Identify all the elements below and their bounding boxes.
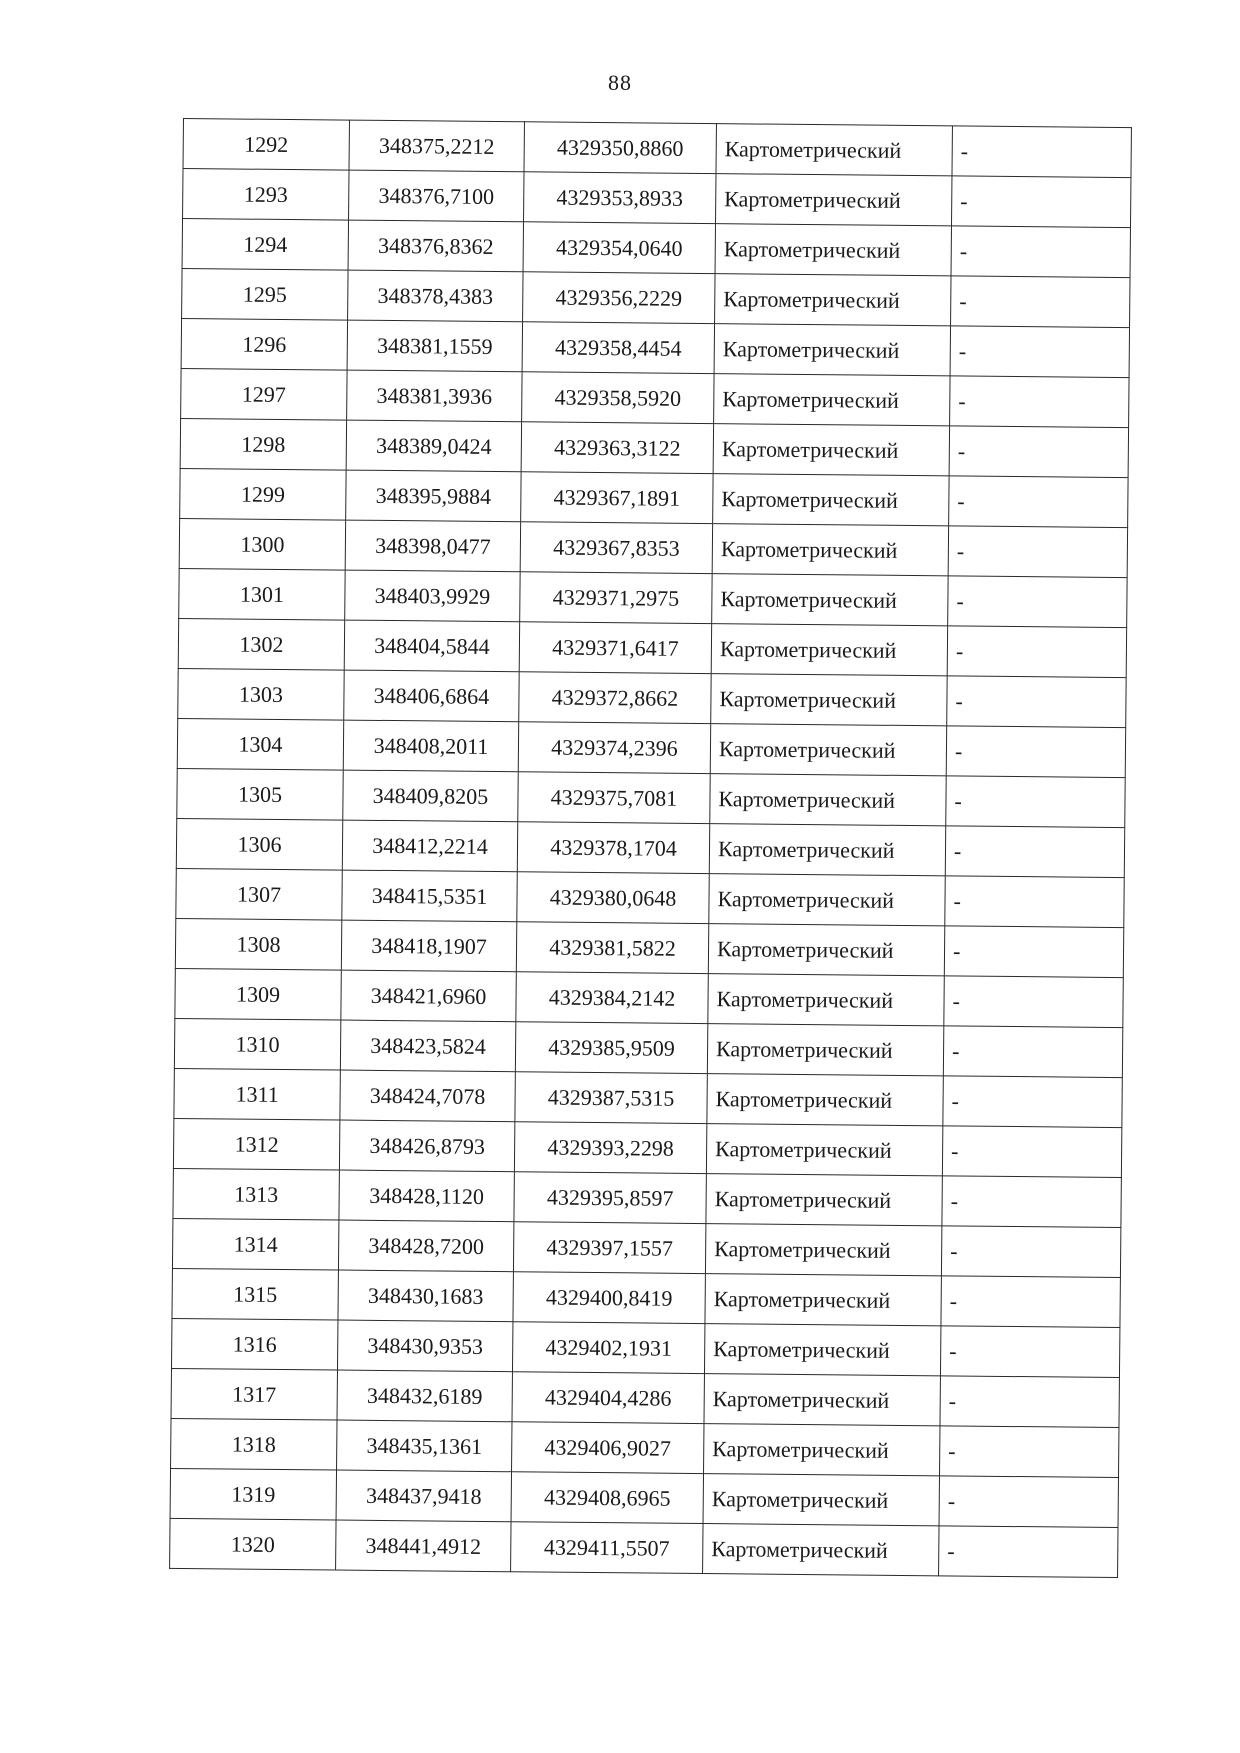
method-cell: Картометрический	[711, 624, 947, 676]
x-coordinate-cell: 348426,8793	[339, 1120, 514, 1172]
y-coordinate-cell: 4329350,8860	[524, 122, 716, 174]
note-cell: -	[939, 1526, 1118, 1578]
table-row	[171, 1368, 1119, 1427]
note-cell: -	[946, 726, 1125, 778]
point-number-cell: 1305	[177, 768, 343, 820]
y-coordinate-cell: 4329353,8933	[524, 172, 716, 224]
x-coordinate-cell: 348423,5824	[340, 1020, 515, 1072]
y-coordinate-cell: 4329411,5507	[511, 1522, 703, 1574]
method-cell: Картометрический	[706, 1174, 942, 1226]
y-coordinate-cell: 4329356,2229	[523, 272, 715, 324]
point-number-cell: 1309	[175, 968, 341, 1020]
point-number-cell: 1298	[180, 418, 346, 470]
y-coordinate-cell: 4329384,2142	[516, 972, 708, 1024]
y-coordinate-cell: 4329371,2975	[520, 572, 712, 624]
table-row	[176, 818, 1124, 877]
x-coordinate-cell: 348381,1559	[347, 320, 522, 372]
x-coordinate-cell: 348409,8205	[343, 770, 518, 822]
table-row	[171, 1418, 1119, 1477]
x-coordinate-cell: 348428,7200	[338, 1220, 513, 1272]
y-coordinate-cell: 4329372,8662	[519, 672, 711, 724]
note-cell: -	[940, 1326, 1119, 1378]
point-number-cell: 1313	[173, 1168, 339, 1220]
table-row	[173, 1118, 1121, 1177]
note-cell: -	[947, 676, 1126, 728]
point-number-cell: 1292	[183, 119, 349, 171]
table-row	[183, 169, 1131, 228]
method-cell: Картометрический	[705, 1224, 941, 1276]
method-cell: Картометрический	[708, 924, 944, 976]
x-coordinate-cell: 348403,9929	[345, 570, 520, 622]
point-number-cell: 1316	[171, 1318, 337, 1370]
note-cell: -	[945, 826, 1124, 878]
point-number-cell: 1300	[179, 518, 345, 570]
table-row	[175, 968, 1123, 1027]
method-cell: Картометрический	[704, 1424, 940, 1476]
method-cell: Картометрический	[705, 1274, 941, 1326]
page-number: 88	[608, 70, 632, 95]
y-coordinate-cell: 4329363,3122	[521, 422, 713, 474]
note-cell: -	[939, 1476, 1118, 1528]
x-coordinate-cell: 348435,1361	[337, 1420, 512, 1472]
note-cell: -	[945, 876, 1124, 928]
method-cell: Картометрический	[703, 1524, 939, 1576]
method-cell: Картометрический	[715, 224, 951, 276]
table-row	[178, 618, 1126, 677]
point-number-cell: 1303	[178, 668, 344, 720]
note-cell: -	[943, 1026, 1122, 1078]
y-coordinate-cell: 4329404,4286	[512, 1372, 704, 1424]
point-number-cell: 1315	[172, 1268, 338, 1320]
table-row	[183, 119, 1131, 178]
method-cell: Картометрический	[711, 674, 947, 726]
y-coordinate-cell: 4329380,0648	[517, 872, 709, 924]
method-cell: Картометрический	[704, 1324, 940, 1376]
point-number-cell: 1317	[171, 1368, 337, 1420]
y-coordinate-cell: 4329408,6965	[511, 1472, 703, 1524]
method-cell: Картометрический	[707, 1074, 943, 1126]
note-cell: -	[941, 1226, 1120, 1278]
note-cell: -	[944, 926, 1123, 978]
point-number-cell: 1310	[174, 1018, 340, 1070]
x-coordinate-cell: 348415,5351	[342, 870, 517, 922]
point-number-cell: 1295	[182, 268, 348, 320]
method-cell: Картометрический	[712, 524, 948, 576]
table-row	[178, 668, 1126, 727]
table-row	[177, 768, 1125, 827]
x-coordinate-cell: 348375,2212	[349, 120, 524, 172]
note-cell: -	[943, 1076, 1122, 1128]
x-coordinate-cell: 348432,6189	[337, 1370, 512, 1422]
x-coordinate-cell: 348389,0424	[346, 420, 521, 472]
point-number-cell: 1308	[175, 918, 341, 970]
table-row	[171, 1318, 1119, 1377]
y-coordinate-cell: 4329358,5920	[522, 372, 714, 424]
note-cell: -	[952, 126, 1131, 178]
x-coordinate-cell: 348408,2011	[343, 720, 518, 772]
table-row	[172, 1218, 1120, 1277]
coordinates-table-body	[170, 119, 1132, 1578]
x-coordinate-cell: 348398,0477	[345, 520, 520, 572]
method-cell: Картометрический	[707, 1024, 943, 1076]
table-row	[182, 219, 1130, 278]
method-cell: Картометрический	[709, 824, 945, 876]
note-cell: -	[948, 576, 1127, 628]
x-coordinate-cell: 348406,6864	[344, 670, 519, 722]
y-coordinate-cell: 4329367,8353	[520, 522, 712, 574]
note-cell: -	[940, 1426, 1119, 1478]
table-row	[172, 1268, 1120, 1327]
y-coordinate-cell: 4329371,6417	[519, 622, 711, 674]
point-number-cell: 1297	[181, 368, 347, 420]
table-row	[182, 268, 1130, 327]
x-coordinate-cell: 348441,4912	[336, 1520, 511, 1572]
x-coordinate-cell: 348404,5844	[344, 620, 519, 672]
y-coordinate-cell: 4329406,9027	[512, 1422, 704, 1474]
note-cell: -	[948, 526, 1127, 578]
method-cell: Картометрический	[710, 774, 946, 826]
table-row	[175, 918, 1123, 977]
y-coordinate-cell: 4329381,5822	[516, 922, 708, 974]
note-cell: -	[942, 1176, 1121, 1228]
x-coordinate-cell: 348376,8362	[348, 220, 523, 272]
point-number-cell: 1307	[176, 868, 342, 920]
y-coordinate-cell: 4329354,0640	[523, 222, 715, 274]
x-coordinate-cell: 348430,1683	[338, 1270, 513, 1322]
y-coordinate-cell: 4329374,2396	[518, 722, 710, 774]
y-coordinate-cell: 4329375,7081	[518, 772, 710, 824]
table-row	[173, 1168, 1121, 1227]
point-number-cell: 1306	[176, 818, 342, 870]
method-cell: Картометрический	[714, 374, 950, 426]
method-cell: Картометрический	[703, 1474, 939, 1526]
y-coordinate-cell: 4329378,1704	[517, 822, 709, 874]
point-number-cell: 1294	[182, 219, 348, 271]
point-number-cell: 1302	[178, 618, 344, 670]
note-cell: -	[949, 426, 1128, 478]
method-cell: Картометрический	[704, 1374, 940, 1426]
note-cell: -	[940, 1376, 1119, 1428]
method-cell: Картометрический	[713, 474, 949, 526]
point-number-cell: 1319	[170, 1468, 336, 1520]
coordinates-table	[169, 118, 1132, 1578]
y-coordinate-cell: 4329385,9509	[515, 1022, 707, 1074]
note-cell: -	[944, 976, 1123, 1028]
method-cell: Картометрический	[709, 874, 945, 926]
point-number-cell: 1318	[171, 1418, 337, 1470]
x-coordinate-cell: 348381,3936	[347, 370, 522, 422]
x-coordinate-cell: 348428,1120	[339, 1170, 514, 1222]
y-coordinate-cell: 4329397,1557	[513, 1222, 705, 1274]
table-row	[176, 868, 1124, 927]
method-cell: Картометрический	[714, 324, 950, 376]
note-cell: -	[951, 276, 1130, 328]
y-coordinate-cell: 4329395,8597	[514, 1172, 706, 1224]
method-cell: Картометрический	[716, 124, 952, 176]
table-row	[170, 1468, 1118, 1527]
x-coordinate-cell: 348418,1907	[341, 920, 516, 972]
y-coordinate-cell: 4329358,4454	[522, 322, 714, 374]
x-coordinate-cell: 348424,7078	[340, 1070, 515, 1122]
method-cell: Картометрический	[716, 174, 952, 226]
method-cell: Картометрический	[708, 974, 944, 1026]
point-number-cell: 1301	[179, 568, 345, 620]
table-row	[170, 1518, 1118, 1577]
x-coordinate-cell: 348376,7100	[349, 170, 524, 222]
method-cell: Картометрический	[710, 724, 946, 776]
note-cell: -	[951, 226, 1130, 278]
table-row	[180, 468, 1128, 527]
point-number-cell: 1293	[183, 169, 349, 221]
x-coordinate-cell: 348421,6960	[341, 970, 516, 1022]
table-row	[174, 1018, 1122, 1077]
note-cell: -	[942, 1126, 1121, 1178]
y-coordinate-cell: 4329387,5315	[515, 1072, 707, 1124]
note-cell: -	[950, 376, 1129, 428]
note-cell: -	[941, 1276, 1120, 1328]
point-number-cell: 1296	[181, 318, 347, 370]
note-cell: -	[950, 326, 1129, 378]
method-cell: Картометрический	[712, 574, 948, 626]
y-coordinate-cell: 4329400,8419	[513, 1272, 705, 1324]
point-number-cell: 1311	[174, 1068, 340, 1120]
note-cell: -	[946, 776, 1125, 828]
table-row	[180, 418, 1128, 477]
table-row	[179, 568, 1127, 627]
point-number-cell: 1312	[173, 1118, 339, 1170]
point-number-cell: 1320	[170, 1518, 336, 1570]
x-coordinate-cell: 348378,4383	[348, 270, 523, 322]
table-row	[174, 1068, 1122, 1127]
x-coordinate-cell: 348430,9353	[337, 1320, 512, 1372]
method-cell: Картометрический	[706, 1124, 942, 1176]
table-row	[179, 518, 1127, 577]
method-cell: Картометрический	[715, 274, 951, 326]
table-row	[177, 718, 1125, 777]
x-coordinate-cell: 348437,9418	[336, 1470, 511, 1522]
y-coordinate-cell: 4329402,1931	[512, 1322, 704, 1374]
note-cell: -	[951, 176, 1130, 228]
note-cell: -	[949, 476, 1128, 528]
point-number-cell: 1314	[172, 1218, 338, 1270]
point-number-cell: 1304	[177, 718, 343, 770]
table-row	[181, 318, 1129, 377]
table-row	[181, 368, 1129, 427]
x-coordinate-cell: 348395,9884	[346, 470, 521, 522]
method-cell: Картометрический	[713, 424, 949, 476]
y-coordinate-cell: 4329367,1891	[521, 472, 713, 524]
note-cell: -	[947, 626, 1126, 678]
x-coordinate-cell: 348412,2214	[342, 820, 517, 872]
point-number-cell: 1299	[180, 468, 346, 520]
y-coordinate-cell: 4329393,2298	[514, 1122, 706, 1174]
